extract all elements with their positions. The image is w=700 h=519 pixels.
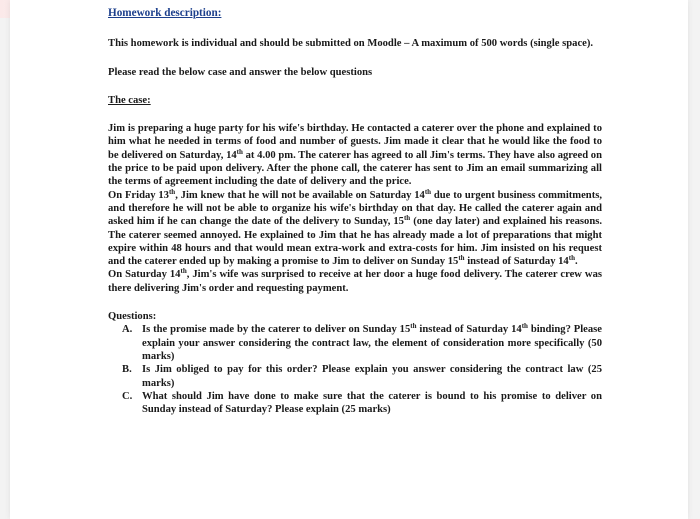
question-item xyxy=(122,363,602,390)
questions-label: Questions: xyxy=(108,311,157,323)
question-letter: B. xyxy=(122,364,132,376)
case-paragraph-3: On Saturday 14th, Jim's wife was surprised to receive at her door a huge food delivery. The caterer crew was there delivering Jim's order and requesting payment. xyxy=(108,267,602,294)
question-item xyxy=(122,390,602,417)
instruction-paragraph: Please read the below case and answer the below questions xyxy=(108,66,373,78)
questions-section xyxy=(108,310,602,416)
questions-list xyxy=(108,323,602,416)
case-paragraph-1: Jim is preparing a huge party for his wife's birthday. He contacted a caterer over the phone and explained to him what he needed in terms of food and number of guests. Jim made it clear that he would like the food to be delivered on Saturday, 14th at 4.00 pm. The caterer has agreed to all Jim's terms. They have also agreed on the price to be paid upon delivery. After the phone call, the caterer has sent to Jim an email summarizing all the terms of agreement including the date of delivery and the price. xyxy=(108,123,602,188)
question-text: Is the promise made by the caterer to deliver on Sunday 15th instead of Saturday 14th binding? Please explain your answer considering the contract law, the element of consideration more specifically (50 marks) xyxy=(142,322,603,362)
question-text: Is Jim obliged to pay for this order? Please explain you answer considering the contract law (25 marks) xyxy=(142,364,602,389)
homework-heading: Homework description: xyxy=(108,7,222,19)
document-content xyxy=(108,7,602,416)
question-item xyxy=(122,323,602,363)
question-text: What should Jim have done to make sure that the caterer is bound to his promise to deliver on Sunday instead of Saturday? Please explain (25 marks) xyxy=(142,390,602,416)
question-letter: C. xyxy=(122,390,133,402)
case-heading: The case: xyxy=(108,94,151,106)
question-letter: A. xyxy=(122,324,133,336)
document-page xyxy=(10,0,688,519)
intro-paragraph: This homework is individual and should be submitted on Moodle – A maximum of 500 words (single space). xyxy=(108,38,594,50)
case-paragraph-2: On Friday 13th, Jim knew that he will not be available on Saturday 14th due to urgent business commitments, and therefore he will not be able to organize his wife's birthday on that day. He called the caterer again and asked him if he can change the date of the delivery to Sunday, 15th (one day later) and explained his reasons. The caterer seemed annoyed. He explained to Jim that he has already made a lot of preparations that might expire within 48 hours and that would mean extra-work and extra-costs for him. Jim insisted on his request and the caterer ended up by making a promise to Jim to deliver on Sunday 15th instead of Saturday 14th. xyxy=(108,187,603,268)
